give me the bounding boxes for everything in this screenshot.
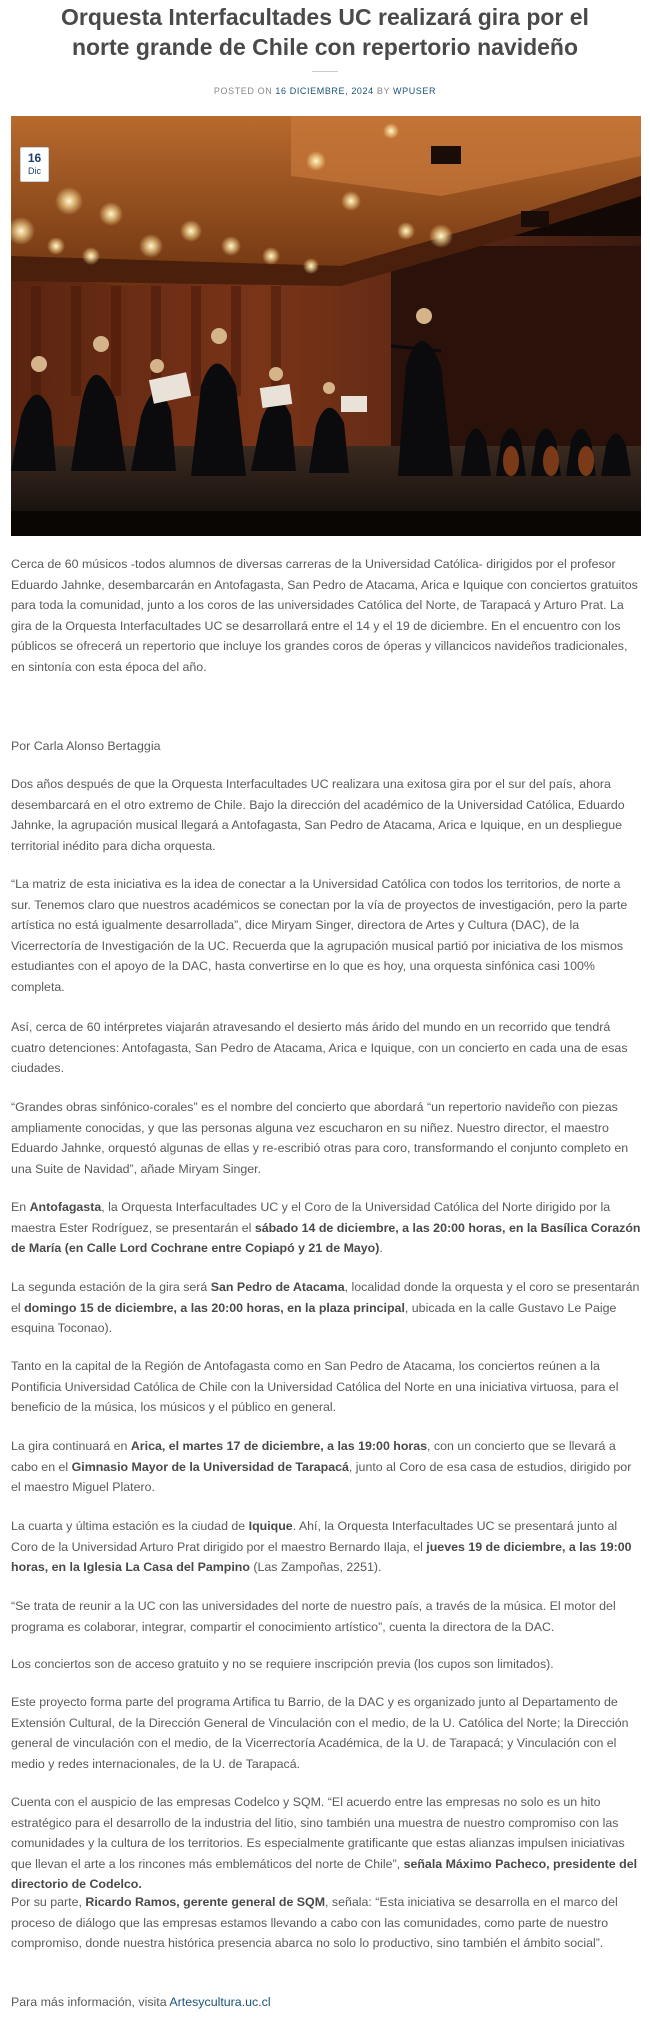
article-title: Orquesta Interfacultades UC realizará gira por el norte grande de Chile con repertorio navideño (61, 4, 589, 60)
title-divider (312, 71, 338, 72)
body-paragraph-san-pedro: La segunda estación de la gira será San Pedro de Atacama, localidad donde la orquesta y el coro se presentarán el domingo 15 de diciembre, a las 20:00 horas, en la plaza principal, ubicada en la calle Gustavo Le Paige esquina Toconao). (11, 1280, 640, 1335)
body-paragraph-6: “Se trata de reunir a la UC con las universidades del norte de nuestro país, a través de la música. El motor del programa es colaborar, integrar, compartir el conocimiento artístico”, cuenta la directora de la DAC. (11, 1599, 616, 1634)
posted-on-label: POSTED ON (213, 86, 276, 96)
featured-image (11, 116, 641, 536)
more-info-link[interactable]: Artesycultura.uc.cl (169, 1995, 271, 2009)
intro-paragraph: Cerca de 60 músicos -todos alumnos de diversas carreras de la Universidad Católica- dirigidos por el profesor Eduardo Jahnke, desembarcarán en Antofagasta, San Pedro de Atacama, Arica e Iquique con conciertos gratuitos para toda la comunidad, junto a los coros de las universidades Católica del Norte, de Tarapacá y Arturo Prat. La gira de la Orquesta Interfacultades UC se desarrollará entre el 14 y el 19 de diciembre. En el encuentro con los públicos se ofrecerá un repertorio que incluye los grandes coros de óperas y villancicos navideños tradicionales, en sintonía con esta época del año. (11, 557, 638, 674)
post-date-link[interactable]: 16 DICIEMBRE, 2024 (275, 86, 374, 96)
body-paragraph-antofagasta: En Antofagasta, la Orquesta Interfacultades UC y el Coro de la Universidad Católica del Norte dirigido por la maestra Ester Rodríguez, se presentarán el sábado 14 de diciembre, a las 20:00 horas, en la Basílica Corazón de María (en Calle Lord Cochrane entre Copiapó y 21 de Mayo). (11, 1200, 641, 1255)
body-paragraph-7: Los conciertos son de acceso gratuito y no se requiere inscripción previa (los cupos son limitados). (11, 1657, 554, 1671)
orchestra-photo (11, 116, 641, 536)
author-link[interactable]: WPUSER (393, 86, 437, 96)
date-badge-day: 16 (27, 151, 42, 165)
body-paragraph-2: “La matriz de esta iniciativa es la idea de conectar a la Universidad Católica con todos los territorios, de norte a sur. Tenemos claro que nuestros académicos se conectan por la vía de proyectos de investigación, pero la parte artística no está igualmente desarrollada”, dice Miryam Singer, directora de Artes y Cultura (DAC), de la Vicerrectoría de Investigación de la UC. Recuerda que la agrupación musical partió por iniciativa de los mismos estudiantes con el apoyo de la DAC, hasta convertirse en lo que es hoy, una orquesta sinfónica casi 100% completa. (11, 877, 628, 994)
date-badge (20, 147, 49, 182)
by-label: BY (373, 86, 393, 96)
body-paragraph-1: Dos años después de que la Orquesta Interfacultades UC realizara una exitosa gira por el sur del país, ahora desembarcará en el otro extremo de Chile. Bajo la dirección del académico de la Universidad Católica, Eduardo Jahnke, la agrupación musical llegará a Antofagasta, San Pedro de Atacama, Arica e Iquique, en un despliegue territorial inédito para dicha orquesta. (11, 777, 625, 853)
more-info-paragraph: Para más información, visita Artesycultura.uc.cl (11, 1995, 271, 2009)
body-paragraph-iquique: La cuarta y última estación es la ciudad de Iquique. Ahí, la Orquesta Interfacultades UC se presentará junto al Coro de la Universidad Arturo Prat dirigido por el maestro Bernardo Ilaja, el jueves 19 de diciembre, a las 19:00 horas, en la Iglesia La Casa del Pampino (Las Zampoñas, 2251). (11, 1519, 632, 1574)
byline: Por Carla Alonso Bertaggia (11, 739, 161, 753)
body-paragraph-sponsors: Cuenta con el auspicio de las empresas Codelco y SQM. “El acuerdo entre las empresas no solo es un hito estratégico para el desarrollo de la industria del litio, sino también una muestra de nuestro compromiso con las comunidades y la cultura de los territorios. Es especialmente gratificante que estas alianzas impulsen iniciativas que llevan el arte a los rincones más emblemáticos del norte de Chile”, señala Máximo Pacheco, presidente del directorio de Codelco. (11, 1795, 638, 1891)
body-paragraph-arica: La gira continuará en Arica, el martes 17 de diciembre, a las 19:00 horas, con un concierto que se llevará a cabo en el Gimnasio Mayor de la Universidad de Tarapacá, junto al Coro de esa casa de estudios, dirigido por el maestro Miguel Platero. (11, 1439, 632, 1494)
body-paragraph-8: Este proyecto forma parte del programa Artifica tu Barrio, de la DAC y es organizado junto al Departamento de Extensión Cultural, de la Dirección General de Vinculación con el medio, de la U. Católica del Norte; la Dirección general de vinculación con el medio, de la Vicerrectoría Académica, de la U. de Tarapacá; y Vinculación con el medio y redes internacionales, de la U. de Tarapacá. (11, 1695, 629, 1771)
date-badge-month: Dic (28, 166, 41, 176)
body-paragraph-4: “Grandes obras sinfónico-corales” es el nombre del concierto que abordará “un repertorio navideño con piezas ampliamente conocidas, y que las personas alguna vez escucharon en su niñez. Nuestro director, el maestro Eduardo Jahnke, orquestó algunas de ellas y re-escribió otras para coro, transformando el conjunto completo en una Suite de Navidad”, añade Miryam Singer. (11, 1100, 629, 1176)
body-paragraph-3: Así, cerca de 60 intérpretes viajarán atravesando el desierto más árido del mundo en un recorrido que tendrá cuatro detenciones: Antofagasta, San Pedro de Atacama, Arica e Iquique, con un concierto en cada una de esas ciudades. (11, 1020, 628, 1075)
body-paragraph-sqm: Por su parte, Ricardo Ramos, gerente general de SQM, señala: “Esta iniciativa se desarrolla en el marco del proceso de diálogo que las empresas estamos llevando a cabo con las comunidades, como parte de nuestro compromiso, donde nuestra histórica presencia abarca no solo lo productivo, sino también el ámbito social”. (11, 1895, 618, 1950)
body-paragraph-5: Tanto en la capital de la Región de Antofagasta como en San Pedro de Atacama, los conciertos reúnen a la Pontificia Universidad Católica de Chile con la Universidad Católica del Norte en una iniciativa virtuosa, para el beneficio de la música, los músicos y el público en general. (11, 1359, 619, 1414)
post-meta (0, 86, 650, 96)
